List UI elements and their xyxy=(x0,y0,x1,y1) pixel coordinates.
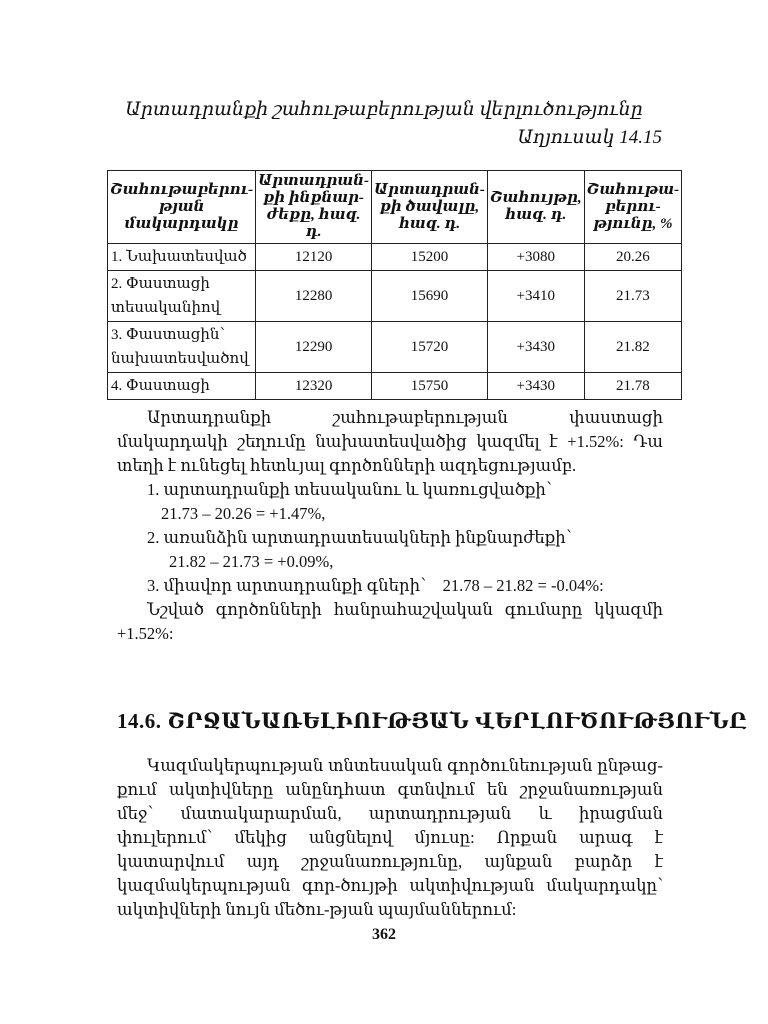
table-number: Աղյուսակ 14.15 xyxy=(517,127,662,148)
paragraph-intro: Արտադրանքի շահութաբերության փաստացի մակարդակի շեղումը նախատեսվածից կազմել է +1.52%: Դա տեղի է ունեցել հետևյալ գործոնների ազդեցությամբ. xyxy=(117,408,663,475)
analysis-paragraph xyxy=(117,406,663,646)
table-title: Արտադրանքի շահութաբերության վերլուծությունը xyxy=(125,99,643,120)
row-label: 1. Նախատեսված xyxy=(108,244,256,271)
page-number: 362 xyxy=(372,926,396,943)
header-level-text: Շահութաբերու- թյան մակարդակը xyxy=(110,181,254,232)
row-label: 4. Փաստացի xyxy=(108,373,256,400)
cell-volume: 15200 xyxy=(372,244,488,271)
table-header-row xyxy=(108,171,682,244)
cell-volume: 15750 xyxy=(372,373,488,400)
row-label: 2. Փաստացի տեսականիով xyxy=(108,271,256,322)
header-cost-text: Արտադրան- քի ինքնար- ժեքը, հազ. դ. xyxy=(258,173,370,240)
section-heading: 14.6. ՇՐՋԱՆԱՌԵԼԻՈՒԹՅԱՆ ՎԵՐԼՈՒԾՈՒԹՅՈՒՆԸ xyxy=(117,709,748,733)
cell-cost: 12280 xyxy=(256,271,372,322)
cell-profit: +3430 xyxy=(487,322,584,373)
cell-profitability: 21.78 xyxy=(584,373,681,400)
cell-cost: 12290 xyxy=(256,322,372,373)
factor-calc-1: 21.73 – 20.26 = +1.47%, xyxy=(161,504,326,523)
paragraph-conclusion: Նշված գործոնների հանրահաշվական գումարը կկազմի +1.52%: xyxy=(117,600,663,643)
table-row xyxy=(108,373,682,400)
factor-item-3: 3. միավոր արտադրանքի գների՝ 21.78 – 21.82 = -0.04%: xyxy=(147,576,604,595)
cell-cost: 12320 xyxy=(256,373,372,400)
header-cost xyxy=(256,171,372,244)
profitability-table xyxy=(107,170,682,400)
factor-item-1: 1. արտադրանքի տեսականու և կառուցվածքի՝ xyxy=(147,480,552,499)
header-volume-text: Արտադրան- քի ծավալը, հազ. դ. xyxy=(374,181,485,232)
table-row xyxy=(108,271,682,322)
cell-profit: +3080 xyxy=(487,244,584,271)
header-level xyxy=(108,171,256,244)
header-profitability-text: Շահութա- բերու- թյունը, % xyxy=(586,181,680,232)
cell-profitability: 21.73 xyxy=(584,271,681,322)
header-profit xyxy=(487,171,584,244)
cell-profitability: 21.82 xyxy=(584,322,681,373)
header-profitability xyxy=(584,171,681,244)
cell-profit: +3430 xyxy=(487,373,584,400)
cell-volume: 15690 xyxy=(372,271,488,322)
turnover-text: Կազմակերպության տնտեսական գործունեության ընթաց-քում ակտիվները անընդհատ գտնվում են շրջանառության մեջ՝ մատակարարման, արտադրության և իրացման փուլերում՝ մեկից անցնելով մյուսը: Որքան արագ է կատարվում այդ շրջանառությունը, այնքան բարձր է կազմակերպության գոր-ծույթի ակտիվության մակարդակը՝ ակտիվների նույն մեծու-թյան պայմաններում: xyxy=(117,756,663,919)
cell-profit: +3410 xyxy=(487,271,584,322)
row-label: 3. Փաստացին՝ նախատեսվածով xyxy=(108,322,256,373)
cell-profitability: 20.26 xyxy=(584,244,681,271)
header-profit-text: Շահույթը, հազ. դ. xyxy=(489,190,582,223)
table-row xyxy=(108,244,682,271)
turnover-paragraph xyxy=(117,754,663,922)
header-volume xyxy=(372,171,488,244)
factor-calc-2: 21.82 – 21.73 = +0.09%, xyxy=(169,552,334,571)
factor-item-2: 2. առանձին արտադրատեսակների ինքնարժեքի՝ xyxy=(147,528,572,547)
cell-volume: 15720 xyxy=(372,322,488,373)
table-row xyxy=(108,322,682,373)
cell-cost: 12120 xyxy=(256,244,372,271)
